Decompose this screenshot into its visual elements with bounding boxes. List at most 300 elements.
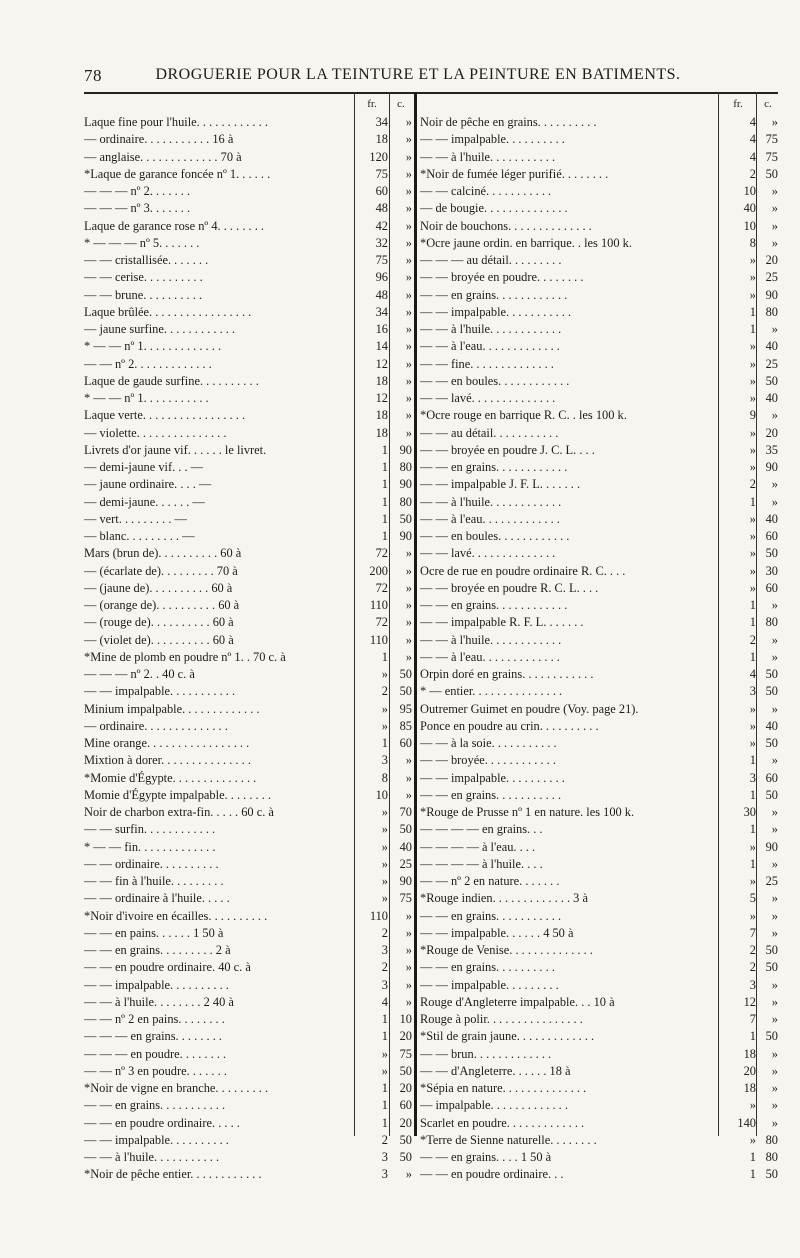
price-centimes: »: [771, 218, 778, 233]
price-francs: 10: [375, 787, 388, 802]
price-francs: 1: [749, 1150, 756, 1164]
price-row: [420, 1063, 778, 1080]
right-francs-divider: [718, 92, 719, 1136]
item-label: — — en grains. . . . . . . . . . . .: [420, 598, 568, 612]
price-francs: 9: [749, 408, 756, 423]
price-centimes: »: [405, 753, 412, 768]
price-francs: 1: [749, 615, 756, 630]
price-centimes: »: [405, 563, 412, 578]
price-centimes: 80: [765, 615, 778, 630]
price-centimes: »: [405, 339, 412, 354]
price-centimes: »: [405, 770, 412, 785]
price-centimes: 80: [765, 1150, 778, 1164]
price-row: [84, 511, 412, 528]
price-centimes: »: [405, 632, 412, 647]
item-label: — — en poudre ordinaire. 40 c. à: [84, 960, 251, 975]
price-centimes: »: [405, 943, 412, 957]
item-label: — — nº 2 en nature. . . . . . .: [420, 874, 560, 888]
right-price-rows: [420, 114, 778, 1184]
price-centimes: 20: [765, 253, 778, 267]
item-label: *Rouge indien. . . . . . . . . . . . . 3 à: [420, 891, 588, 906]
price-francs: 1: [749, 304, 756, 319]
price-row: [420, 373, 778, 390]
price-francs: 12: [375, 356, 388, 371]
item-label: *Noir de pêche entier. . . . . . . . . . . .: [84, 1167, 262, 1182]
price-francs: 3: [381, 1150, 388, 1164]
price-row: [84, 407, 412, 424]
item-label: *Laque de garance foncée nº 1. . . . . .: [84, 166, 271, 181]
price-centimes: 90: [765, 287, 778, 302]
price-centimes: 60: [765, 529, 778, 543]
item-label: *Rouge de Venise. . . . . . . . . . . . . .: [420, 943, 593, 957]
price-francs: 110: [369, 598, 388, 612]
price-row: [420, 459, 778, 476]
item-label: — — à la soie. . . . . . . . . . .: [420, 736, 557, 750]
price-row: [84, 959, 412, 976]
item-label: — — à l'huile. . . . . . . . . . . .: [420, 494, 562, 509]
price-row: [84, 925, 412, 942]
item-label: — — en poudre ordinaire. . . . .: [84, 1115, 240, 1130]
item-label: — — — en grains. . . . . . . .: [84, 1029, 223, 1044]
price-francs: 7: [749, 925, 756, 940]
item-label: — — nº 2. . . . . . . . . . . . .: [84, 356, 212, 371]
item-label: — — à l'huile. . . . . . . . . . .: [84, 1150, 220, 1164]
price-centimes: 50: [399, 1063, 412, 1078]
item-label: — — cristallisée. . . . . . .: [84, 253, 209, 267]
price-francs: 1: [749, 649, 756, 664]
price-row: [420, 287, 778, 304]
price-centimes: »: [405, 391, 412, 405]
price-centimes: »: [405, 908, 412, 923]
price-centimes: »: [405, 787, 412, 802]
item-label: — — broyée en poudre J. C. L. . . .: [420, 442, 595, 457]
price-centimes: 80: [765, 1132, 778, 1147]
price-centimes: »: [771, 598, 778, 612]
price-row: [420, 1046, 778, 1063]
item-label: — — — en poudre. . . . . . . .: [84, 1046, 227, 1061]
price-centimes: 35: [765, 442, 778, 457]
price-row: [420, 200, 778, 217]
item-label: * — — fin. . . . . . . . . . . . .: [84, 839, 216, 854]
price-row: [420, 770, 778, 787]
price-francs: 18: [375, 373, 388, 388]
price-centimes: »: [405, 218, 412, 233]
price-francs: »: [749, 718, 756, 733]
price-centimes: »: [405, 925, 412, 940]
price-francs: 48: [375, 201, 388, 216]
price-row: [420, 1080, 778, 1097]
item-label: *Rouge de Prusse nº 1 en nature. les 100 k.: [420, 805, 635, 819]
price-centimes: »: [771, 408, 778, 423]
price-francs: 75: [375, 166, 388, 181]
price-centimes: »: [405, 201, 412, 216]
price-francs: »: [749, 839, 756, 854]
item-label: — (jaune de). . . . . . . . . . 60 à: [84, 580, 233, 595]
price-row: [84, 994, 412, 1011]
price-row: [84, 1149, 412, 1166]
price-francs: 18: [375, 425, 388, 440]
price-centimes: 80: [399, 494, 412, 509]
price-francs: 1: [749, 1167, 756, 1182]
price-row: [84, 1132, 412, 1149]
price-row: [420, 1115, 778, 1132]
price-row: [84, 166, 412, 183]
price-francs: »: [381, 701, 388, 716]
price-row: [84, 821, 412, 838]
item-label: *Ocre jaune ordin. en barrique. . les 100 k.: [420, 235, 632, 250]
price-francs: 1: [381, 1115, 388, 1130]
price-centimes: 50: [765, 960, 778, 975]
price-francs: »: [381, 667, 388, 681]
price-centimes: 60: [765, 770, 778, 785]
price-row: [420, 821, 778, 838]
price-francs: 110: [369, 908, 388, 923]
price-francs: 75: [375, 253, 388, 267]
price-row: [420, 787, 778, 804]
price-row: [420, 649, 778, 666]
price-row: [84, 839, 412, 856]
price-francs: 16: [375, 322, 388, 336]
price-row: [84, 942, 412, 959]
price-centimes: »: [405, 994, 412, 1009]
item-label: — — impalpable J. F. L. . . . . . .: [420, 477, 581, 492]
price-centimes: 95: [399, 701, 412, 716]
price-row: [420, 873, 778, 890]
price-row: [84, 804, 412, 821]
price-row: [84, 338, 412, 355]
price-francs: 3: [381, 1167, 388, 1182]
item-label: Mine orange. . . . . . . . . . . . . . . . .: [84, 736, 250, 750]
price-francs: 1: [749, 787, 756, 802]
price-row: [84, 718, 412, 735]
price-centimes: »: [405, 546, 412, 561]
price-row: [84, 114, 412, 131]
price-row: [84, 1166, 412, 1183]
item-label: Mixtion à dorer. . . . . . . . . . . . . . .: [84, 753, 251, 768]
item-label: — demi-jaune vif. . . —: [84, 460, 204, 474]
price-francs: 12: [375, 391, 388, 405]
price-centimes: 60: [399, 736, 412, 750]
item-label: — — — au détail. . . . . . . . .: [420, 253, 562, 267]
price-row: [420, 580, 778, 597]
item-label: — — nº 3 en poudre. . . . . . .: [84, 1063, 227, 1078]
price-row: [420, 908, 778, 925]
item-label: — — surfin. . . . . . . . . . . .: [84, 822, 216, 837]
price-row: [420, 269, 778, 286]
price-centimes: »: [405, 615, 412, 630]
price-francs: »: [749, 563, 756, 578]
price-francs: 1: [381, 1098, 388, 1113]
price-francs: 2: [749, 960, 756, 975]
item-label: — (écarlate de). . . . . . . . . 70 à: [84, 563, 238, 578]
centimes-header: c.: [764, 98, 772, 110]
price-centimes: »: [405, 408, 412, 423]
price-francs: 18: [743, 1046, 756, 1061]
price-centimes: 50: [765, 684, 778, 699]
price-francs: 2: [749, 632, 756, 647]
price-centimes: 50: [399, 667, 412, 681]
price-row: [84, 856, 412, 873]
item-label: *Momie d'Égypte. . . . . . . . . . . . . .: [84, 770, 257, 785]
price-row: [420, 890, 778, 907]
price-francs: »: [381, 805, 388, 819]
price-francs: 10: [743, 218, 756, 233]
item-label: — — à l'huile. . . . . . . . 2 40 à: [84, 994, 234, 1009]
price-centimes: »: [771, 1081, 778, 1095]
price-row: [84, 632, 412, 649]
item-label: — — calciné. . . . . . . . . . .: [420, 184, 552, 198]
price-francs: 200: [369, 563, 388, 578]
price-centimes: »: [405, 1167, 412, 1182]
price-francs: »: [381, 891, 388, 906]
item-label: — de bougie. . . . . . . . . . . . . .: [420, 201, 568, 216]
price-row: [420, 683, 778, 700]
price-francs: 1: [381, 442, 388, 457]
price-row: [420, 494, 778, 511]
price-centimes: 40: [765, 511, 778, 526]
item-label: Minium impalpable. . . . . . . . . . . . .: [84, 701, 260, 716]
price-centimes: 90: [765, 460, 778, 474]
item-label: — — impalpable. . . . . . . . .: [420, 977, 559, 992]
item-label: Rouge d'Angleterre impalpable. . . 10 à: [420, 994, 615, 1009]
item-label: — — fin à l'huile. . . . . . . . .: [84, 874, 224, 888]
price-centimes: 60: [399, 1098, 412, 1113]
price-francs: 2: [381, 925, 388, 940]
price-row: [420, 149, 778, 166]
price-centimes: »: [405, 166, 412, 181]
price-row: [420, 1028, 778, 1045]
item-label: — — fine. . . . . . . . . . . . . .: [420, 356, 554, 371]
price-row: [84, 269, 412, 286]
price-centimes: »: [771, 1012, 778, 1026]
price-centimes: 50: [765, 667, 778, 681]
price-row: [84, 235, 412, 252]
item-label: — — — — en grains. . .: [420, 822, 543, 837]
centimes-header: c.: [397, 98, 405, 110]
item-label: Outremer Guimet en poudre (Voy. page 21).: [420, 701, 639, 716]
price-centimes: 90: [399, 477, 412, 492]
price-centimes: »: [771, 822, 778, 837]
item-label: Laque de garance rose nº 4. . . . . . . .: [84, 218, 264, 233]
price-francs: »: [749, 511, 756, 526]
item-label: — — en grains. . . . . . . . . 2 à: [84, 943, 231, 957]
price-row: [420, 252, 778, 269]
price-centimes: »: [405, 270, 412, 285]
price-francs: »: [749, 373, 756, 388]
item-label: — — — — à l'huile. . . .: [420, 856, 543, 871]
price-francs: 1: [381, 736, 388, 750]
price-francs: »: [749, 908, 756, 923]
price-centimes: 30: [765, 563, 778, 578]
price-francs: 3: [381, 977, 388, 992]
price-francs: »: [749, 270, 756, 285]
price-centimes: »: [771, 477, 778, 492]
price-centimes: 50: [765, 1167, 778, 1182]
price-francs: 18: [375, 408, 388, 423]
price-francs: 1: [381, 494, 388, 509]
price-francs: »: [381, 874, 388, 888]
price-centimes: 20: [399, 1115, 412, 1130]
price-francs: 2: [381, 960, 388, 975]
price-row: [84, 218, 412, 235]
item-label: — — nº 2 en pains. . . . . . . .: [84, 1012, 225, 1026]
price-centimes: »: [405, 322, 412, 336]
price-centimes: »: [405, 649, 412, 664]
price-centimes: 50: [765, 736, 778, 750]
price-centimes: 50: [399, 822, 412, 837]
price-francs: 1: [381, 1012, 388, 1026]
item-label: — — d'Angleterre. . . . . . 18 à: [420, 1063, 571, 1078]
item-label: — — en grains. . . . . . . . . . . .: [420, 287, 568, 302]
price-francs: 72: [375, 615, 388, 630]
price-centimes: »: [405, 580, 412, 595]
price-row: [420, 942, 778, 959]
price-centimes: »: [771, 753, 778, 768]
item-label: — — impalpable. . . . . . . . . .: [84, 1132, 229, 1147]
item-label: — — ordinaire. . . . . . . . . .: [84, 856, 219, 871]
item-label: — — à l'huile. . . . . . . . . . .: [420, 149, 556, 164]
item-label: *Noir de vigne en branche. . . . . . . . .: [84, 1081, 269, 1095]
price-francs: 34: [375, 304, 388, 319]
price-centimes: »: [405, 598, 412, 612]
item-label: — jaune ordinaire. . . . —: [84, 477, 212, 492]
price-row: [420, 701, 778, 718]
item-label: *Terre de Sienne naturelle. . . . . . . .: [420, 1132, 597, 1147]
item-label: — — lavé. . . . . . . . . . . . . .: [420, 391, 556, 405]
price-centimes: »: [405, 304, 412, 319]
item-label: — — en grains. . . . . . . . . . .: [84, 1098, 226, 1113]
price-centimes: 90: [399, 442, 412, 457]
item-label: Livrets d'or jaune vif. . . . . . le livret.: [84, 442, 267, 457]
price-francs: »: [749, 701, 756, 716]
price-centimes: »: [771, 494, 778, 509]
price-francs: »: [381, 1046, 388, 1061]
item-label: — ordinaire. . . . . . . . . . . 16 à: [84, 132, 234, 147]
price-centimes: »: [771, 994, 778, 1009]
price-francs: 1: [381, 1081, 388, 1095]
price-centimes: »: [405, 977, 412, 992]
price-francs: 34: [375, 115, 388, 129]
price-centimes: »: [771, 322, 778, 336]
page-number: 78: [84, 66, 102, 85]
item-label: — impalpable. . . . . . . . . . . . .: [420, 1098, 568, 1113]
item-label: — — en grains. . . . . . . . . . .: [420, 787, 562, 802]
price-francs: »: [749, 546, 756, 561]
item-label: Laque fine pour l'huile. . . . . . . . . . . .: [84, 115, 268, 129]
price-row: [84, 701, 412, 718]
price-francs: 72: [375, 546, 388, 561]
price-centimes: 50: [765, 1029, 778, 1044]
price-row: [84, 131, 412, 148]
item-label: Laque verte. . . . . . . . . . . . . . . . .: [84, 408, 246, 423]
price-row: [84, 1080, 412, 1097]
price-centimes: 20: [399, 1081, 412, 1095]
price-row: [420, 563, 778, 580]
price-centimes: 40: [765, 339, 778, 354]
price-row: [84, 1097, 412, 1114]
item-label: — — au détail. . . . . . . . . . .: [420, 425, 559, 440]
item-label: *Sépia en nature. . . . . . . . . . . . . .: [420, 1081, 587, 1095]
price-row: [420, 718, 778, 735]
item-label: *Mine de plomb en poudre nº 1. . 70 c. à: [84, 649, 286, 664]
price-row: [84, 528, 412, 545]
price-francs: 110: [369, 632, 388, 647]
price-row: [420, 183, 778, 200]
price-centimes: »: [771, 805, 778, 819]
price-centimes: »: [771, 908, 778, 923]
price-francs: 18: [743, 1081, 756, 1095]
price-francs: 1: [749, 322, 756, 336]
item-label: — demi-jaune. . . . . . —: [84, 494, 205, 509]
item-label: — — impalpable. . . . . . 4 50 à: [420, 925, 574, 940]
item-label: — — brun. . . . . . . . . . . . .: [420, 1046, 552, 1061]
price-francs: 2: [749, 477, 756, 492]
price-francs: 12: [743, 994, 756, 1009]
price-centimes: 50: [765, 166, 778, 181]
item-label: — — impalpable. . . . . . . . . .: [420, 770, 565, 785]
price-row: [420, 131, 778, 148]
price-row: [84, 442, 412, 459]
item-label: — — impalpable. . . . . . . . . . .: [420, 304, 572, 319]
price-row: [420, 442, 778, 459]
price-row: [84, 321, 412, 338]
price-francs: »: [749, 460, 756, 474]
price-francs: 3: [749, 684, 756, 699]
price-francs: »: [381, 822, 388, 837]
item-label: — (rouge de). . . . . . . . . . 60 à: [84, 615, 234, 630]
price-centimes: »: [771, 925, 778, 940]
item-label: — — broyée. . . . . . . . . . . .: [420, 753, 556, 768]
price-row: [84, 1028, 412, 1045]
price-francs: »: [381, 856, 388, 871]
price-row: [84, 356, 412, 373]
item-label: * — entier. . . . . . . . . . . . . . .: [420, 684, 563, 699]
price-row: [420, 356, 778, 373]
price-row: [420, 114, 778, 131]
item-label: * — — — nº 5. . . . . . .: [84, 235, 200, 250]
price-centimes: 10: [399, 1012, 412, 1026]
price-row: [420, 166, 778, 183]
price-francs: 1: [381, 529, 388, 543]
price-row: [84, 614, 412, 631]
item-label: Noir de pêche en grains. . . . . . . . . .: [420, 115, 597, 129]
item-label: — — impalpable R. F. L. . . . . . .: [420, 615, 584, 630]
price-row: [420, 977, 778, 994]
francs-header: fr.: [733, 98, 743, 110]
price-row: [420, 235, 778, 252]
price-francs: »: [749, 580, 756, 595]
price-centimes: »: [405, 425, 412, 440]
item-label: — — — nº 2. . 40 c. à: [84, 667, 195, 681]
price-row: [84, 873, 412, 890]
price-francs: 1: [749, 598, 756, 612]
price-row: [84, 683, 412, 700]
price-francs: 1: [381, 477, 388, 492]
item-label: — violette. . . . . . . . . . . . . . .: [84, 425, 227, 440]
price-francs: 1: [381, 511, 388, 526]
right-column-headers: [420, 92, 778, 114]
price-francs: »: [749, 391, 756, 405]
price-centimes: 20: [399, 1029, 412, 1044]
item-label: Momie d'Égypte impalpable. . . . . . . .: [84, 787, 272, 802]
item-label: — — à l'huile. . . . . . . . . . . .: [420, 632, 562, 647]
item-label: Noir de charbon extra-fin. . . . . 60 c. à: [84, 805, 274, 819]
right-centimes-divider: [756, 92, 757, 1136]
price-francs: »: [749, 253, 756, 267]
price-francs: 3: [381, 943, 388, 957]
price-centimes: 70: [399, 805, 412, 819]
price-francs: 4: [749, 667, 756, 681]
